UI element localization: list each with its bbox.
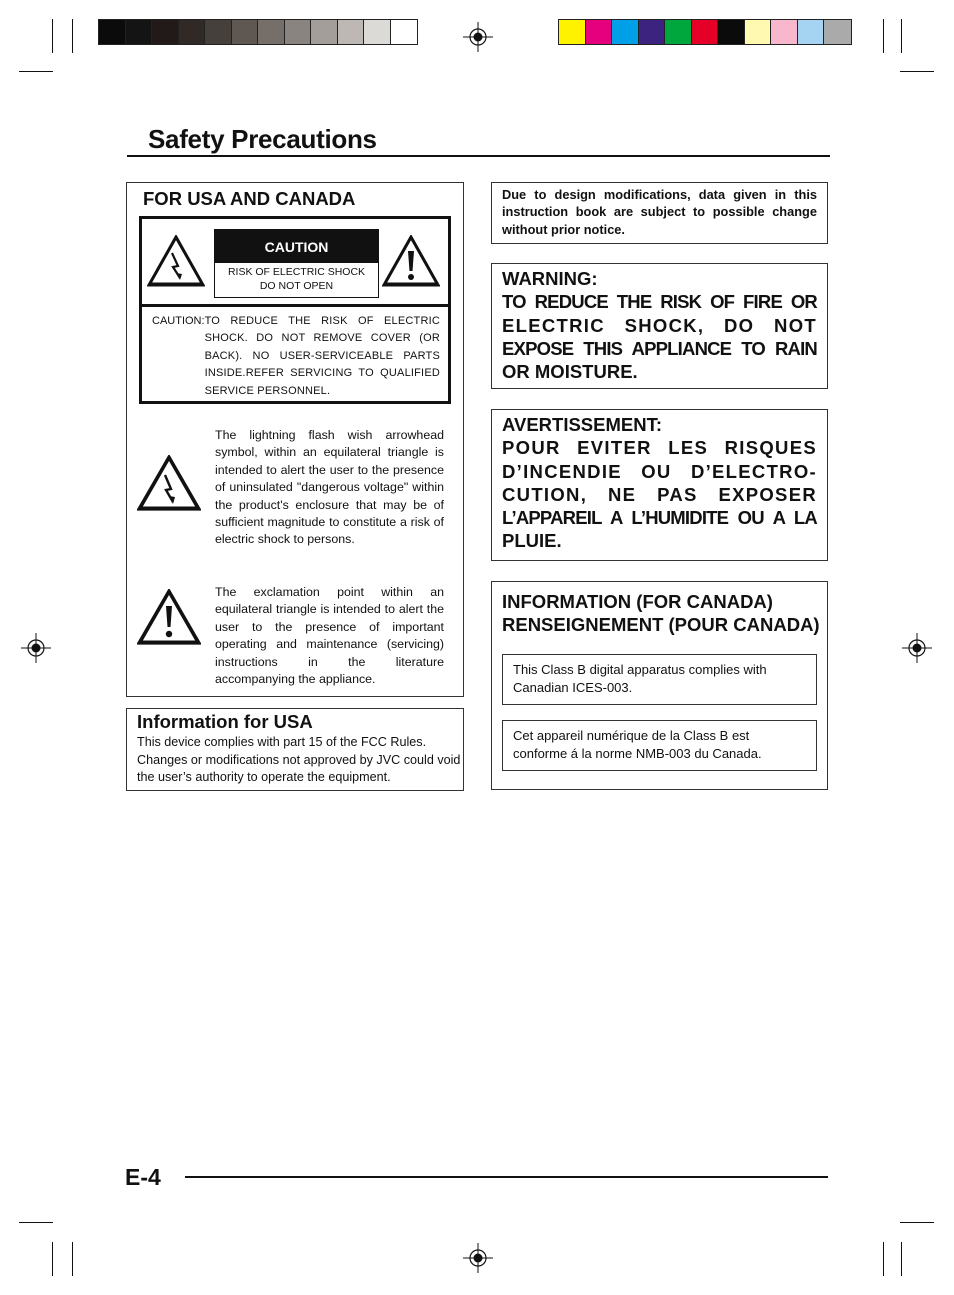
color-swatch xyxy=(232,20,259,44)
exclamation-symbol xyxy=(137,584,215,688)
color-swatch xyxy=(126,20,153,44)
crop-mark xyxy=(900,71,934,72)
info-usa-heading: Information for USA xyxy=(137,711,313,732)
caution-label-title: CAUTION xyxy=(215,230,378,263)
color-swatch xyxy=(718,20,745,44)
crop-mark xyxy=(883,1242,884,1276)
avertissement-line: PLUIE. xyxy=(502,530,562,552)
color-swatch xyxy=(824,20,851,44)
crop-mark xyxy=(901,19,902,53)
info-usa-text: This device complies with part 15 of the FCC Rules. Changes or modifications not approved by JVC could void the user’s authority to operate the equipment. xyxy=(137,735,461,785)
color-swatch xyxy=(338,20,365,44)
warning-line: TO REDUCE THE RISK OF FIRE OR xyxy=(502,291,817,313)
avertissement-line: D’INCENDIE OU D’ELECTRO- xyxy=(502,460,817,482)
usa-canada-section xyxy=(126,182,464,697)
crop-mark xyxy=(19,1222,53,1223)
color-swatch xyxy=(152,20,179,44)
color-swatch xyxy=(258,20,285,44)
avertissement-line: CUTION, NE PAS EXPOSER xyxy=(502,483,817,505)
gray-color-bar xyxy=(98,19,418,45)
color-swatch xyxy=(391,20,418,44)
color-swatch xyxy=(692,20,719,44)
exclamation-description: The exclamation point within an equilateral triangle is intended to alert the user to the presence of important operating and maintenance (servicing) instructions in the literature accompanying the appliance. xyxy=(215,585,444,687)
registration-mark-icon xyxy=(463,22,493,52)
warning-line: ELECTRIC SHOCK, DO NOT xyxy=(502,314,817,336)
page-number: E-4 xyxy=(125,1164,161,1190)
crop-mark xyxy=(883,19,884,53)
caution-risk-line2: DO NOT OPEN xyxy=(259,280,334,292)
warning-line: EXPOSE THIS APPLIANCE TO RAIN xyxy=(502,337,817,359)
canada-heading-fr: RENSEIGNEMENT (POUR CANADA) xyxy=(502,614,820,635)
lightning-symbol xyxy=(137,427,215,549)
color-swatch xyxy=(179,20,206,44)
caution-label-box xyxy=(214,229,379,298)
exclamation-triangle-icon xyxy=(137,589,201,645)
registration-mark-icon xyxy=(902,633,932,663)
avertissement-line: L’APPAREIL A L’HUMIDITE OU A LA xyxy=(502,507,817,529)
crop-mark xyxy=(72,1242,73,1276)
page-title: Safety Precautions xyxy=(148,124,377,154)
registration-mark-icon xyxy=(463,1243,493,1273)
lightning-triangle-icon xyxy=(137,455,201,511)
exclamation-symbol-explanation xyxy=(137,584,455,688)
lightning-symbol-explanation xyxy=(137,427,455,549)
color-swatch xyxy=(771,20,798,44)
color-swatch xyxy=(205,20,232,44)
caution-text: TO REDUCE THE RISK OF ELECTRIC SHOCK. DO NOT REMOVE COVER (OR BACK). NO USER-SERVICEABLE PARTS INSIDE.REFER SERVICING TO QUALIFIED SERVICE PERSONNEL. xyxy=(204,315,440,397)
color-swatch xyxy=(745,20,772,44)
avertissement-section xyxy=(491,409,828,561)
crop-mark xyxy=(901,1242,902,1276)
color-swatch xyxy=(639,20,666,44)
color-swatch xyxy=(665,20,692,44)
caution-lead: CAUTION: xyxy=(152,315,205,327)
color-swatch xyxy=(311,20,338,44)
crop-mark xyxy=(52,1242,53,1276)
canada-statement-fr: Cet appareil numérique de la Class B est conforme á la norme NMB-003 du Canada. xyxy=(502,720,817,771)
exclamation-triangle-icon xyxy=(382,235,440,287)
caution-warning-text xyxy=(152,313,440,400)
canada-info-section xyxy=(491,581,828,790)
registration-mark-icon xyxy=(21,633,51,663)
crop-mark xyxy=(72,19,73,53)
design-notice: Due to design modifications, data given in this instruction book are subject to possible change without prior notice. xyxy=(491,182,828,244)
warning-line: OR MOISTURE. xyxy=(502,361,638,383)
lightning-triangle-icon xyxy=(147,235,205,287)
footer-rule xyxy=(185,1176,828,1178)
crop-mark xyxy=(19,71,53,72)
canada-statement-en: This Class B digital apparatus complies with Canadian ICES-003. xyxy=(502,654,817,705)
color-swatch xyxy=(586,20,613,44)
caution-risk-line1: RISK OF ELECTRIC SHOCK xyxy=(227,266,366,278)
caution-label-risk xyxy=(215,263,378,293)
color-swatch xyxy=(559,20,586,44)
info-usa-section xyxy=(126,708,464,791)
warning-heading: WARNING: xyxy=(502,268,598,289)
avertissement-line: POUR EVITER LES RISQUES xyxy=(502,437,817,459)
warning-section xyxy=(491,263,828,389)
caution-label-frame xyxy=(139,216,451,404)
avertissement-heading: AVERTISSEMENT: xyxy=(502,414,663,435)
color-swatch xyxy=(612,20,639,44)
title-rule xyxy=(127,155,830,157)
lightning-description: The lightning flash wish arrowhead symbol, within an equilateral triangle is intended to alert the user to the presence of uninsulated "dangerous voltage" within the product's enclosure that may be of sufficient magnitude to constitute a risk of electric shock to persons. xyxy=(215,428,444,547)
usa-canada-heading: FOR USA AND CANADA xyxy=(143,188,356,209)
process-color-bar xyxy=(558,19,852,45)
color-swatch xyxy=(798,20,825,44)
crop-mark xyxy=(52,19,53,53)
caution-label-top xyxy=(142,219,448,307)
crop-mark xyxy=(900,1222,934,1223)
color-swatch xyxy=(99,20,126,44)
color-swatch xyxy=(364,20,391,44)
color-swatch xyxy=(285,20,312,44)
canada-heading-en: INFORMATION (FOR CANADA) xyxy=(502,591,773,612)
